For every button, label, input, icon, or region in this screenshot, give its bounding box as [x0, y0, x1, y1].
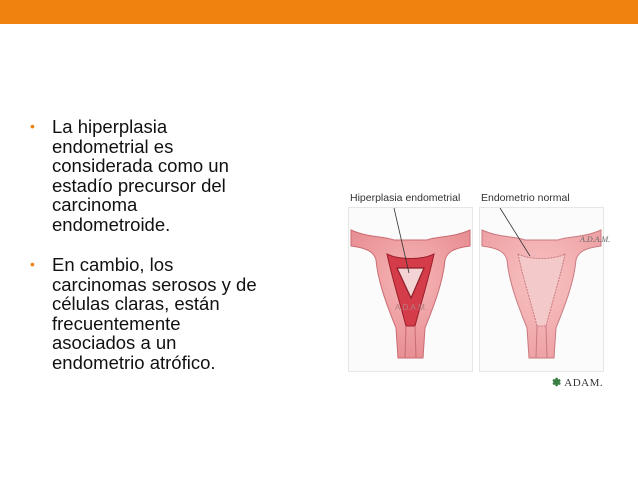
- top-accent-bar: [0, 0, 638, 24]
- bullet-list: [30, 117, 320, 393]
- bullet-item: [30, 255, 320, 372]
- caption-normal: Endometrio normal: [481, 192, 570, 204]
- uterus-illustration: [348, 192, 610, 368]
- adam-logo-text: ADAM.: [564, 377, 604, 389]
- watermark-text: A.D.A.M.: [394, 303, 428, 312]
- bullet-dot-icon: •: [30, 256, 35, 272]
- bullet-dot-icon: •: [30, 118, 35, 134]
- adam-logo: [552, 376, 603, 389]
- bullet-text: La hiperplasia endometrial es considerada como un estadío precursor del carcinoma endometroide.: [52, 116, 229, 235]
- adam-watermark-text: A.D.A.M.: [580, 235, 611, 244]
- bullet-item: [30, 117, 320, 234]
- hyperplasia-uterus-drawing: [349, 208, 472, 371]
- adam-logo-icon: ✽: [552, 377, 562, 389]
- normal-panel: [479, 207, 611, 372]
- caption-hyperplasia: Hiperplasia endometrial: [350, 192, 461, 204]
- normal-uterus-drawing: [480, 208, 611, 371]
- hyperplasia-panel: [348, 207, 473, 372]
- bullet-text: En cambio, los carcinomas serosos y de células claras, están frecuentemente asociados a un endometrio atrófico.: [52, 254, 257, 373]
